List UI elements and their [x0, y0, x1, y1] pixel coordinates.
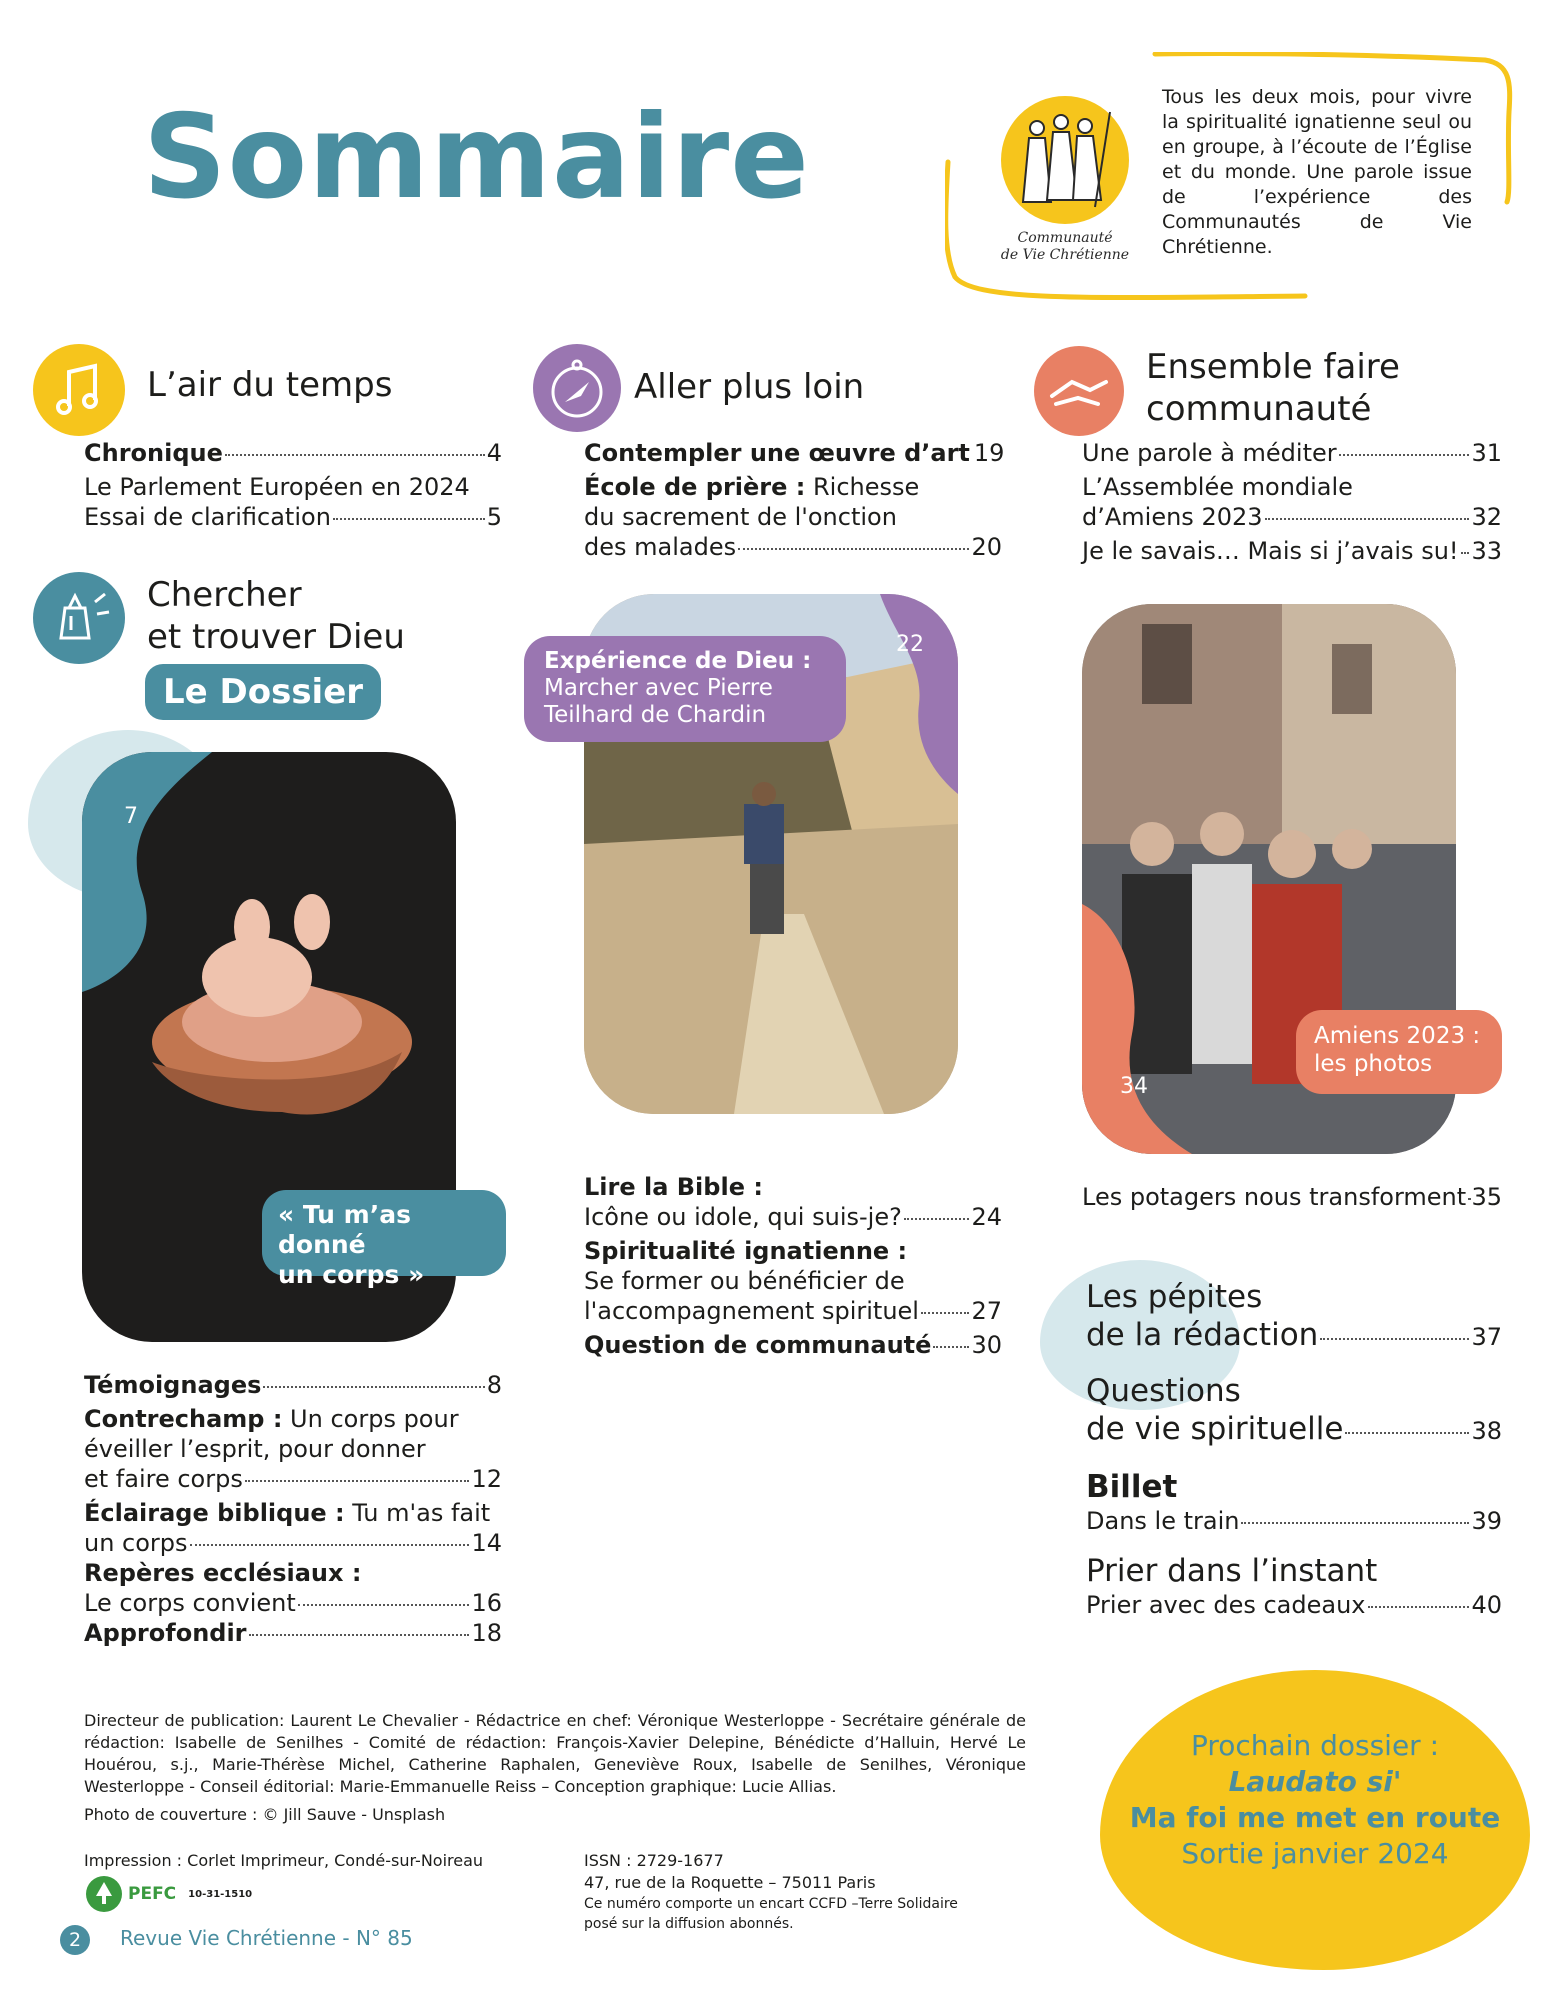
toc-label: Prier avec des cadeaux: [1086, 1591, 1366, 1619]
air-items: [84, 438, 502, 532]
toc-page: 38: [1471, 1417, 1502, 1445]
photo-page-number: 34: [1120, 1074, 1148, 1099]
toc-page: 39: [1471, 1507, 1502, 1535]
toc-page: 31: [1471, 439, 1502, 467]
toc-entry-spiritualite[interactable]: [584, 1296, 1002, 1326]
revue-title: Revue Vie Chrétienne - N° 85: [120, 1926, 413, 1950]
toc-entry-question[interactable]: [584, 1330, 1002, 1360]
toc-label-bold: Lire la Bible :: [584, 1173, 763, 1201]
ensemble-items: [1082, 438, 1502, 566]
toc-entry-eclairage[interactable]: [84, 1528, 502, 1558]
toc-entry-lire-bible[interactable]: [584, 1202, 1002, 1232]
section-title-chercher: [147, 574, 405, 658]
aller-items: [584, 438, 1005, 562]
cvc-logo: [985, 92, 1145, 267]
issn: ISSN : 2729-1677: [584, 1851, 724, 1870]
dossier-items: [84, 1370, 502, 1648]
toc-entry-potagers[interactable]: [1082, 1182, 1502, 1212]
encart-line: Ce numéro comporte un encart CCFD –Terre Solidaire: [584, 1896, 958, 1912]
section-title-ensemble: [1146, 346, 1400, 430]
dossier-caption[interactable]: [262, 1190, 506, 1289]
pefc-logo: [84, 1874, 252, 1914]
toc-label-rest: Un corps pour: [282, 1405, 459, 1433]
toc-label: Une parole à méditer: [1082, 439, 1337, 467]
toc-label-bold: Spiritualité ignatienne :: [584, 1237, 908, 1265]
right-items-potagers: [1082, 1182, 1502, 1212]
credits-issn: [584, 1850, 958, 1934]
credits-photo: Photo de couverture : © Jill Sauve - Unsplash: [84, 1805, 446, 1824]
toc-entry-questions[interactable]: [1086, 1410, 1502, 1450]
toc-label: Icône ou idole, qui suis-je?: [584, 1203, 902, 1231]
caption-line: un corps »: [278, 1260, 425, 1289]
toc-entry-parlement[interactable]: [84, 502, 502, 532]
caption-line: les photos: [1314, 1051, 1433, 1077]
toc-page: 33: [1471, 537, 1502, 565]
toc-line: Questions: [1086, 1373, 1241, 1409]
toc-page: 35: [1471, 1183, 1502, 1211]
section-title-line: communauté: [1146, 389, 1372, 429]
toc-entry-parole[interactable]: [1082, 438, 1502, 468]
toc-label: de vie spirituelle: [1086, 1411, 1344, 1447]
address: 47, rue de la Roquette – 75011 Paris: [584, 1873, 876, 1892]
toc-page: 5: [486, 503, 502, 531]
next-head: Prochain dossier :: [1190, 1729, 1440, 1762]
toc-label: Question de communauté: [584, 1331, 932, 1359]
caption-line: Teilhard de Chardin: [544, 702, 767, 728]
toc-page: 18: [471, 1619, 502, 1647]
credits-print: Impression : Corlet Imprimeur, Condé-sur-Noireau: [84, 1851, 484, 1870]
toc-entry-billet[interactable]: [1086, 1506, 1502, 1536]
toc-label-rest: Richesse: [805, 473, 920, 501]
toc-label: Dans le train: [1086, 1507, 1240, 1535]
toc-entry-savais[interactable]: [1082, 536, 1502, 566]
caption-line: Amiens 2023 :: [1314, 1023, 1481, 1049]
toc-page: 30: [971, 1331, 1002, 1359]
toc-entry-reperes[interactable]: [84, 1588, 502, 1618]
toc-label-bold: Contrechamp :: [84, 1405, 283, 1433]
toc-entry-approfondir[interactable]: [84, 1618, 502, 1648]
toc-page: 40: [1471, 1591, 1502, 1619]
toc-label-bold: Repères ecclésiaux :: [84, 1559, 362, 1587]
music-note-icon: [33, 344, 125, 436]
toc-page: 19: [973, 439, 1005, 467]
toc-label: d’Amiens 2023: [1082, 503, 1263, 531]
toc-label: et faire corps: [84, 1465, 243, 1493]
toc-label: de la rédaction: [1086, 1317, 1319, 1353]
toc-entry-assemblee[interactable]: [1082, 502, 1502, 532]
section-title-line: Chercher: [147, 575, 302, 615]
toc-entry-prier[interactable]: [1086, 1590, 1502, 1620]
toc-entry-pepites[interactable]: [1086, 1316, 1502, 1356]
toc-label: un corps: [84, 1529, 188, 1557]
toc-label: Chronique: [84, 439, 223, 467]
handshake-icon: [1034, 346, 1124, 436]
right-items: [1086, 1278, 1502, 1620]
photo-page-number: 7: [124, 804, 138, 829]
experience-caption[interactable]: [524, 636, 846, 742]
toc-entry-contrechamp[interactable]: [84, 1464, 502, 1494]
cvc-logo-text-2: de Vie Chrétienne: [1000, 247, 1130, 263]
toc-page: 12: [471, 1465, 502, 1493]
section-title-aller: Aller plus loin: [634, 367, 865, 407]
pefc-label: PEFC: [128, 1884, 177, 1904]
caption-line: Marcher avec Pierre: [544, 675, 773, 701]
toc-label: Témoignages: [84, 1371, 262, 1399]
middle-items: [584, 1172, 1002, 1360]
intro-text: Tous les deux mois, pour vivre la spiritualité ignatienne seul ou en groupe, à l’écoute de l’Église et du monde. Une parole issue de l’expérience des Communautés de Vie Chrétienne.: [1162, 86, 1472, 258]
section-title-air: L’air du temps: [147, 365, 393, 405]
caption-line: « Tu m’as donné: [278, 1200, 411, 1259]
caption-line: Expérience de Dieu :: [544, 648, 812, 674]
toc-line: Billet: [1086, 1469, 1178, 1505]
dossier-badge[interactable]: Le Dossier: [145, 664, 381, 720]
toc-entry-chronique[interactable]: [84, 438, 502, 468]
toc-label: Essai de clarification: [84, 503, 331, 531]
toc-page: 20: [971, 533, 1002, 561]
credits-staff: Directeur de publication: Laurent Le Chevalier - Rédactrice en chef: Véronique Westerloppe - Secrétaire générale de rédaction: Isabelle de Senilhes - Comité de rédaction: François-Xavier Delepine, Bénédicte d’Halluin, Hervé Le Houérou, s.j., Marie-Thérèse Michel, Catherine Raphalen, Geneviève Roux, Isabelle de Senilhes, Véronique Westerloppe - Conseil éditorial: Marie-Emmanuelle Reiss – Conception graphique: Lucie Allias.: [84, 1711, 1026, 1796]
toc-label-rest: Tu m'as fait: [344, 1499, 491, 1527]
amiens-caption[interactable]: [1296, 1010, 1502, 1094]
next-date: Sortie janvier 2024: [1181, 1837, 1449, 1870]
toc-line: du sacrement de l'onction: [584, 503, 897, 531]
toc-label: Les potagers nous transforment: [1082, 1183, 1467, 1211]
encart-line: posé sur la diffusion abonnés.: [584, 1916, 794, 1932]
toc-page: 27: [971, 1297, 1002, 1325]
toc-label: Contempler une œuvre d’art: [584, 439, 970, 467]
toc-line: éveiller l’esprit, pour donner: [84, 1435, 426, 1463]
toc-line: Prier dans l’instant: [1086, 1553, 1378, 1589]
toc-label: Le corps convient: [84, 1589, 296, 1617]
compass-icon: [533, 344, 621, 432]
toc-line: Les pépites: [1086, 1279, 1263, 1315]
section-title-line: Ensemble faire: [1146, 347, 1400, 387]
toc-page: 37: [1471, 1323, 1502, 1351]
toc-page: 14: [471, 1529, 502, 1557]
section-title-line: et trouver Dieu: [147, 617, 405, 657]
next-title-1: Laudato si': [1228, 1765, 1402, 1798]
toc-label: l'accompagnement spirituel: [584, 1297, 919, 1325]
page-number-badge: 2: [60, 1925, 90, 1955]
photo-page-number: 22: [896, 632, 924, 657]
next-title-2: Ma foi me met en route: [1129, 1801, 1501, 1834]
lantern-icon: [33, 572, 125, 664]
cvc-logo-text-1: Communauté: [1017, 230, 1113, 246]
page-title: Sommaire: [143, 90, 810, 225]
toc-page: 24: [971, 1203, 1002, 1231]
toc-line: Se former ou bénéficier de: [584, 1267, 905, 1295]
toc-line: Le Parlement Européen en 2024: [84, 473, 470, 501]
toc-label-bold: École de prière :: [584, 473, 806, 501]
toc-entry-contempler[interactable]: [584, 438, 1005, 468]
toc-page: 16: [471, 1589, 502, 1617]
toc-entry-temoignages[interactable]: [84, 1370, 502, 1400]
toc-label: Je le savais… Mais si j’avais su!: [1082, 537, 1459, 565]
toc-entry-ecole[interactable]: [584, 532, 1002, 562]
toc-page: 8: [486, 1371, 502, 1399]
toc-page: 32: [1471, 503, 1502, 531]
toc-label: Approfondir: [84, 1619, 247, 1647]
next-dossier[interactable]: [1100, 1670, 1530, 1970]
pefc-code: 10-31-1510: [188, 1888, 253, 1900]
toc-page: 4: [486, 439, 502, 467]
toc-line: L’Assemblée mondiale: [1082, 473, 1353, 501]
toc-label-bold: Éclairage biblique :: [84, 1499, 345, 1527]
toc-label: des malades: [584, 533, 737, 561]
